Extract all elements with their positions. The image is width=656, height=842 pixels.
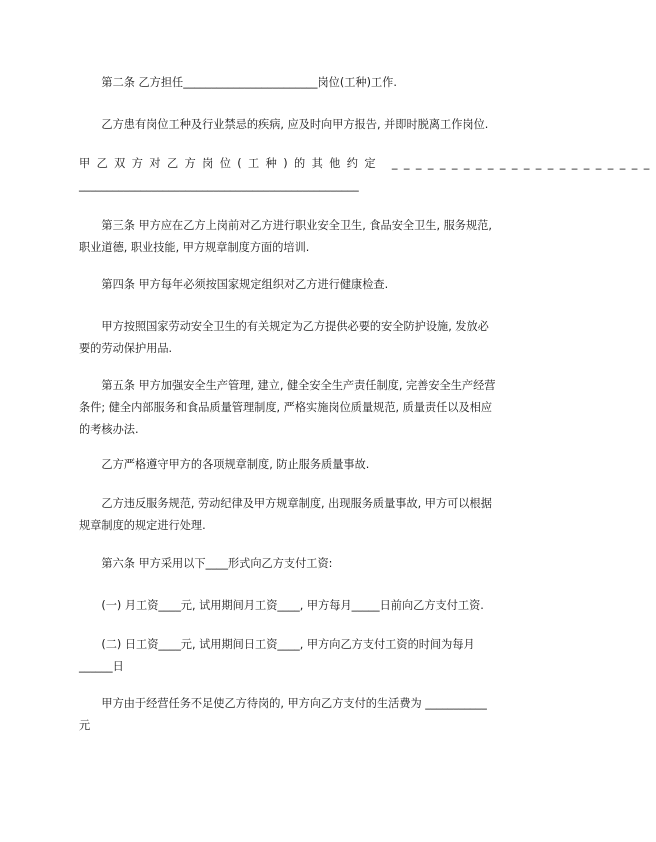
text-line: 乙方患有岗位工种及行业禁忌的疾病, 应及时向甲方报告, 并即时脱离工作岗位.	[79, 118, 489, 131]
article-4-paragraph	[79, 274, 523, 296]
text-line: 第五条 甲方加强安全生产管理, 建立, 健全安全生产责任制度, 完善安全生产经营	[79, 379, 496, 392]
text-line: 甲方按照国家劳动安全卫生的有关规定为乙方提供必要的安全防护设施, 发放必	[79, 320, 489, 333]
text-line: 甲乙双方对乙方岗位(工种)的其他约定 ______________________	[79, 157, 656, 170]
article-2-paragraph	[79, 72, 523, 94]
safety-facilities-paragraph	[79, 316, 523, 360]
text-line: 元	[79, 719, 91, 732]
text-line: ______日	[79, 660, 124, 673]
living-allowance-paragraph	[79, 693, 523, 737]
text-line: 第四条 甲方每年必须按国家规定组织对乙方进行健康检查.	[79, 278, 389, 291]
text-line: __________________________________________________	[79, 179, 359, 192]
text-line: 乙方严格遵守甲方的各项规章制度, 防止服务质量事故.	[79, 458, 370, 471]
text-line: 职业道德, 职业技能, 甲方规章制度方面的培训.	[79, 241, 310, 254]
text-line: 第二条 乙方担任________________________岗位(工种)工作.	[79, 76, 397, 89]
text-line: 条件; 健全内部服务和食品质量管理制度, 严格实施岗位质量规范, 质量责任以及相应	[79, 401, 493, 414]
comply-rules-paragraph	[79, 454, 523, 476]
other-agreement-paragraph	[79, 153, 656, 197]
text-line: 规章制度的规定进行处理.	[79, 519, 206, 532]
text-line: (二) 日工资____元, 试用期间日工资____, 甲方向乙方支付工资的时间为每月	[79, 638, 475, 651]
text-line: 第六条 甲方采用以下____形式向乙方支付工资:	[79, 557, 333, 570]
article-5-paragraph	[79, 375, 523, 441]
article-6-paragraph	[79, 553, 523, 575]
text-line: 要的劳动保护用品.	[79, 342, 173, 355]
article-3-paragraph	[79, 215, 523, 259]
monthly-wage-paragraph	[79, 595, 523, 617]
text-line: 的考核办法.	[79, 423, 139, 436]
disease-report-paragraph	[79, 114, 523, 136]
text-line: (一) 月工资____元, 试用期间月工资____, 甲方每月_____日前向乙方支付工资.	[79, 599, 484, 612]
violation-paragraph	[79, 493, 523, 537]
text-line: 第三条 甲方应在乙方上岗前对乙方进行职业安全卫生, 食品安全卫生, 服务规范,	[79, 219, 492, 232]
daily-wage-paragraph	[79, 634, 523, 678]
text-line: 乙方违反服务规范, 劳动纪律及甲方规章制度, 出现服务质量事故, 甲方可以根据	[79, 497, 492, 510]
text-line: 甲方由于经营任务不足使乙方待岗的, 甲方向乙方支付的生活费为 ___________	[79, 697, 487, 710]
